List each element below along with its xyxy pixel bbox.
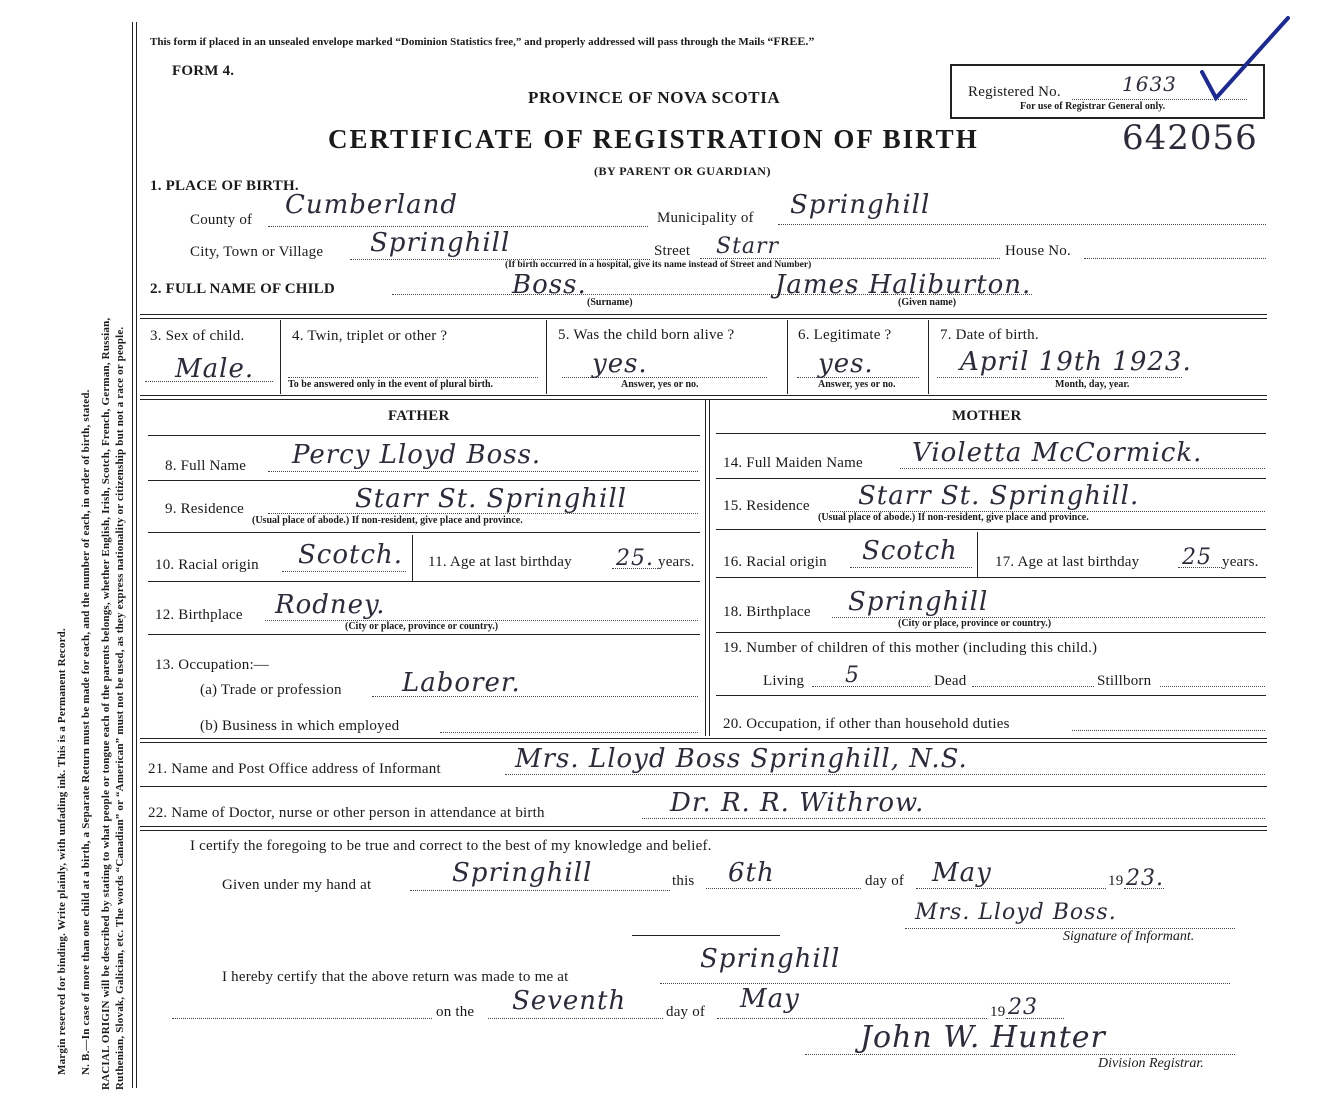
margin-line-4: Ruthenian, Slovak, Galician, etc. The words “Canadian” or “American” must not be used, as they express nationality or citizenship but not a race or people. (114, 326, 126, 1090)
hospital-note: (If birth occurred in a hospital, give its name instead of Street and Number) (505, 260, 812, 270)
child-name-label: 2. FULL NAME OF CHILD (150, 281, 335, 297)
stillborn-label: Stillborn (1097, 673, 1152, 689)
informant-label: 21. Name and Post Office address of Informant (148, 761, 441, 777)
margin-line-2: N. B.—In case of more than one child at a birth, a Separate Return must be made for each, and the number of each, in order of birth, stated. (80, 389, 92, 1075)
legitimate-label: 6. Legitimate ? (798, 327, 892, 343)
father-name-label: 8. Full Name (165, 458, 247, 474)
given-year-suffix: 23. (1126, 866, 1164, 891)
province-heading: PROVINCE OF NOVA SCOTIA (528, 88, 781, 107)
registrar-month: May (740, 984, 800, 1014)
sex-label: 3. Sex of child. (150, 328, 245, 344)
mother-heading: MOTHER (952, 408, 1022, 424)
margin-rule (132, 22, 137, 1088)
street-value: Starr (716, 234, 780, 259)
registrar-place: Springhill (700, 944, 841, 974)
mother-race: Scotch (862, 536, 958, 566)
certificate-number: 642056 (1122, 118, 1258, 158)
trade-label: (a) Trade or profession (200, 682, 342, 698)
checkmark-icon (1196, 14, 1296, 104)
municipality-label: Municipality of (657, 210, 754, 226)
mother-years: years. (1222, 554, 1259, 570)
mother-age: 25 (1182, 545, 1212, 570)
twin-note: To be answered only in the event of plural birth. (288, 379, 494, 390)
dob-caption: Month, day, year. (1055, 379, 1130, 390)
father-birthplace: Rodney. (275, 590, 386, 620)
registrar-day-of-label: day of (666, 1004, 706, 1020)
mother-birthplace-caption: (City or place, province or country.) (898, 618, 1052, 629)
doctor-value: Dr. R. R. Withrow. (670, 788, 925, 818)
informant-value: Mrs. Lloyd Boss Springhill, N.S. (515, 744, 968, 774)
alive-label: 5. Was the child born alive ? (558, 327, 735, 343)
alive-caption: Answer, yes or no. (621, 379, 699, 390)
given-year-prefix: 19 (1108, 873, 1124, 889)
child-surname: Boss. (512, 270, 587, 300)
mother-residence-caption: (Usual place of abode.) If non-resident, give place and province. (818, 512, 1089, 523)
county-label: County of (190, 212, 253, 228)
father-race: Scotch. (298, 540, 404, 570)
father-age: 25. (616, 546, 654, 571)
county-value: Cumberland (285, 190, 458, 220)
twin-label: 4. Twin, triplet or other ? (292, 328, 448, 344)
sex-value: Male. (175, 354, 255, 384)
father-residence-label: 9. Residence (165, 501, 245, 517)
father-residence: Starr St. Springhill (355, 484, 627, 514)
child-given-name: James Haliburton. (775, 270, 1032, 300)
mother-name-label: 14. Full Maiden Name (723, 455, 863, 471)
margin-line-3: RACIAL ORIGIN will be described by stating to what people or tongue each of the parents belongs, whether English, Irish, Scotch, French, German, Russian, (100, 317, 112, 1090)
this-label: this (672, 873, 695, 889)
registrar-year-suffix: 23 (1008, 995, 1038, 1020)
given-caption: (Given name) (898, 297, 957, 308)
margin-line-1: Margin reserved for binding. Write plainly, with unfading ink. This is a Permanent Record. (56, 628, 68, 1075)
on-the-label: on the (436, 1004, 475, 1020)
dob-label: 7. Date of birth. (940, 327, 1039, 343)
registrar-signature-caption: Division Registrar. (1098, 1056, 1204, 1071)
given-day: 6th (728, 858, 775, 888)
father-birthplace-caption: (City or place, province or country.) (345, 621, 499, 632)
father-age-label: 11. Age at last birthday (428, 554, 572, 570)
father-residence-caption: (Usual place of abode.) If non-resident, give place and province. (252, 515, 523, 526)
given-under-label: Given under my hand at (222, 877, 372, 893)
informant-signature: Mrs. Lloyd Boss. (915, 900, 1117, 925)
house-label: House No. (1005, 243, 1071, 259)
registrar-day: Seventh (512, 986, 627, 1016)
living-label: Living (763, 673, 805, 689)
living-count: 5 (845, 663, 860, 688)
father-race-label: 10. Racial origin (155, 557, 259, 573)
mother-age-label: 17. Age at last birthday (995, 554, 1140, 570)
father-trade: Laborer. (402, 668, 521, 698)
registrar-note: For use of Registrar General only. (1020, 101, 1166, 112)
father-years: years. (658, 554, 695, 570)
registrar-signature: John W. Hunter (860, 1020, 1106, 1055)
mother-residence: Starr St. Springhill. (858, 481, 1140, 511)
business-label: (b) Business in which employed (200, 718, 400, 734)
legitimate-value: yes. (818, 349, 874, 379)
mother-birthplace-label: 18. Birthplace (723, 604, 811, 620)
mother-occupation-label: 20. Occupation, if other than household duties (723, 716, 1010, 732)
place-section-label: 1. PLACE OF BIRTH. (150, 178, 299, 194)
municipality-value: Springhill (790, 190, 931, 220)
dead-label: Dead (934, 673, 967, 689)
form-number: FORM 4. (172, 63, 235, 79)
surname-caption: (Surname) (587, 297, 633, 308)
registered-label: Registered No. (968, 84, 1061, 100)
city-label: City, Town or Village (190, 244, 324, 260)
legitimate-caption: Answer, yes or no. (818, 379, 896, 390)
registered-number: 1633 (1122, 72, 1177, 96)
alive-value: yes. (592, 349, 648, 379)
city-value: Springhill (370, 228, 511, 258)
father-name: Percy Lloyd Boss. (292, 440, 542, 470)
day-of-label: day of (865, 873, 905, 889)
binding-margin (0, 0, 135, 1107)
given-month: May (932, 858, 992, 888)
registrar-statement: I hereby certify that the above return was made to me at (222, 969, 569, 985)
registrar-year-prefix: 19 (990, 1004, 1006, 1020)
certify-statement: I certify the foregoing to be true and correct to the best of my knowledge and belief. (190, 838, 712, 854)
given-place: Springhill (452, 858, 593, 888)
father-occupation-label: 13. Occupation:— (155, 657, 270, 673)
page-title: CERTIFICATE OF REGISTRATION OF BIRTH (328, 124, 979, 154)
doctor-label: 22. Name of Doctor, nurse or other person in attendance at birth (148, 805, 545, 821)
mother-name: Violetta McCormick. (912, 438, 1203, 468)
mother-race-label: 16. Racial origin (723, 554, 827, 570)
street-label: Street (654, 243, 691, 259)
mail-notice: This form if placed in an unsealed envelope marked “Dominion Statistics free,” and properly addressed will pass through the Mails “FREE.” (150, 34, 815, 48)
mother-birthplace: Springhill (848, 587, 989, 617)
page-subtitle: (BY PARENT OR GUARDIAN) (594, 164, 771, 178)
mother-residence-label: 15. Residence (723, 498, 810, 514)
informant-signature-caption: Signature of Informant. (1063, 929, 1195, 944)
father-birthplace-label: 12. Birthplace (155, 607, 243, 623)
children-count-label: 19. Number of children of this mother (including this child.) (723, 640, 1098, 656)
father-heading: FATHER (388, 408, 450, 424)
dob-value: April 19th 1923. (960, 347, 1192, 377)
